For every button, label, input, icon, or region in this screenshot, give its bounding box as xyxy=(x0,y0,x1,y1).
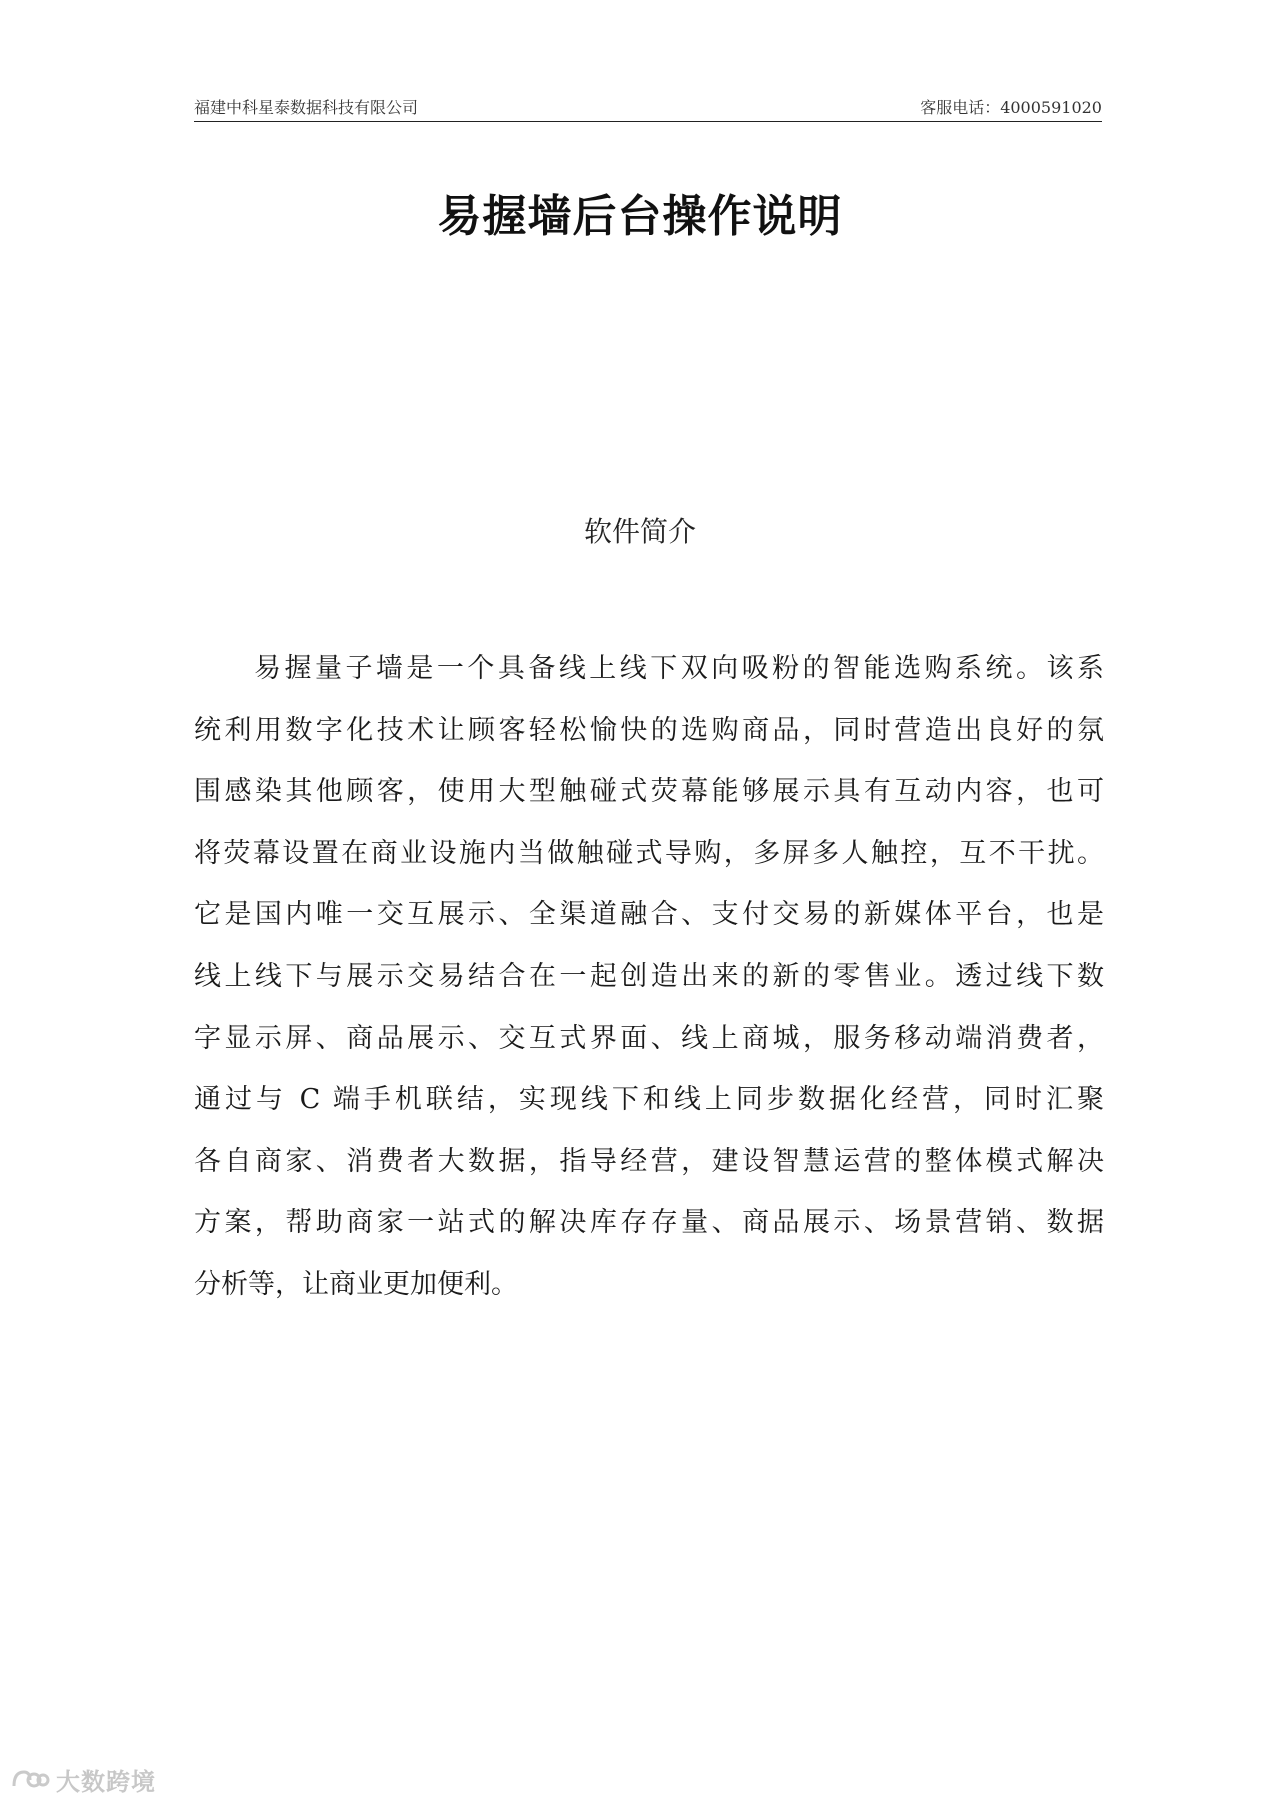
paragraph-line: 各自商家、消费者大数据，指导经营，建设智慧运营的整体模式解决 xyxy=(194,1145,1104,1177)
paragraph-line: 将荧幕设置在商业设施内当做触碰式导购，多屏多人触控，互不干扰。 xyxy=(194,837,1104,869)
header-company: 福建中科星泰数据科技有限公司 xyxy=(194,97,419,117)
paragraph-line: 它是国内唯一交互展示、全渠道融合、支付交易的新媒体平台，也是 xyxy=(194,899,1104,931)
header-divider xyxy=(194,121,1102,122)
section-heading: 软件简介 xyxy=(583,515,696,548)
watermark xyxy=(10,1762,156,1797)
logo-icon xyxy=(10,1766,50,1794)
paragraph-line: 易握量子墙是一个具备线上线下双向吸粉的智能选购系统。该系 xyxy=(254,653,1104,684)
paragraph-line: 线上线下与展示交易结合在一起创造出来的新的零售业。透过线下数 xyxy=(194,960,1104,992)
page-header xyxy=(194,93,1102,119)
paragraph-line: 分析等，让商业更加便利。 xyxy=(194,1268,518,1300)
document-title: 易握墙后台操作说明 xyxy=(437,191,843,242)
body-paragraph xyxy=(194,638,1104,1316)
paragraph-line: 字显示屏、商品展示、交互式界面、线上商城，服务移动端消费者， xyxy=(194,1022,1104,1054)
paragraph-line: 通过与 C 端手机联结，实现线下和线上同步数据化经营，同时汇聚 xyxy=(194,1084,1104,1116)
header-phone: 客服电话：4000591020 xyxy=(920,97,1102,117)
watermark-text: 大数跨境 xyxy=(56,1768,156,1796)
paragraph-line: 围感染其他顾客，使用大型触碰式荧幕能够展示具有互动内容，也可 xyxy=(194,776,1104,808)
paragraph-line: 方案，帮助商家一站式的解决库存存量、商品展示、场景营销、数据 xyxy=(194,1207,1104,1239)
paragraph-line: 统利用数字化技术让顾客轻松愉快的选购商品，同时营造出良好的氛 xyxy=(194,714,1104,746)
